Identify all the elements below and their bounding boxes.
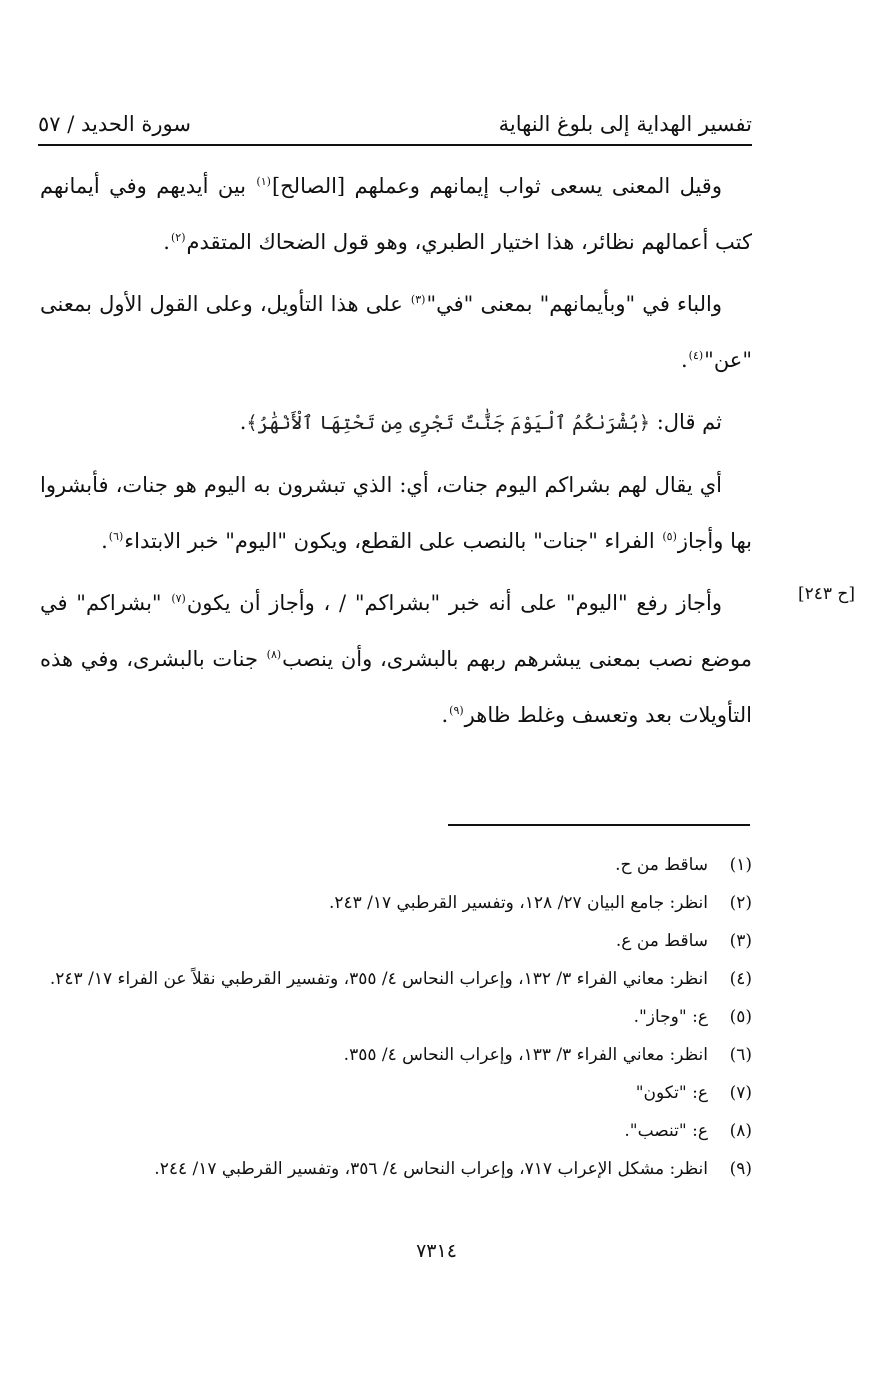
footnote-number: (١) bbox=[729, 855, 752, 875]
footnote-number: (٣) bbox=[729, 931, 752, 951]
footnote-number: (٨) bbox=[729, 1121, 752, 1141]
text-segment: وقيل المعنى يسعى ثواب إيمانهم وعملهم [الصالح] bbox=[271, 174, 722, 198]
footnote-text: ساقط من ح. bbox=[615, 855, 708, 875]
footnote-ref[interactable]: (٥) bbox=[662, 530, 677, 543]
text-segment: . bbox=[101, 529, 108, 553]
footnote-item bbox=[40, 998, 752, 1036]
text-segment: . bbox=[441, 703, 449, 727]
manuscript-folio-note: [ح ٢٤٣] bbox=[797, 584, 855, 604]
footnote-text: ع: "تنصب". bbox=[624, 1121, 708, 1141]
paragraph-4 bbox=[40, 457, 752, 569]
paragraph-5 bbox=[40, 575, 752, 743]
footnote-item bbox=[40, 884, 752, 922]
footnote-item bbox=[40, 1074, 752, 1112]
text-segment: جنات بالبشرى، وفي هذه التأويلات بعد وتعسف وغلط ظاهر bbox=[40, 647, 752, 727]
footnote-item bbox=[40, 922, 752, 960]
text-segment: الفراء "جنات" بالنصب على القطع، ويكون "اليوم" خبر الابتداء bbox=[124, 529, 662, 553]
footnote-item bbox=[40, 846, 752, 884]
footnote-ref[interactable]: (٤) bbox=[688, 349, 704, 362]
text-segment: "بشراكم" في موضع نصب بمعنى يبشرهم ربهم بالبشرى، وأن ينصب bbox=[40, 591, 752, 671]
footnote-ref[interactable]: (٦) bbox=[108, 530, 124, 543]
footnote-number: (٥) bbox=[729, 1007, 752, 1027]
footnote-text: انظر: معاني الفراء ٣/ ١٣٢، وإعراب النحاس ٤/ ٣٥٥، وتفسير القرطبي نقلاً عن الفراء ١٧/ ٢٤٣. bbox=[49, 969, 708, 989]
paragraph-3 bbox=[40, 394, 752, 451]
header-divider bbox=[38, 144, 752, 146]
footnote-divider bbox=[448, 824, 750, 826]
footnote-text: ع: "وجاز". bbox=[633, 1007, 708, 1027]
text-segment: على هذا التأويل، وعلى القول الأول بمعنى "عن" bbox=[40, 292, 752, 372]
footnote-text: انظر: معاني الفراء ٣/ ١٣٣، وإعراب النحاس ٤/ ٣٥٥. bbox=[343, 1045, 708, 1065]
footnote-text: ع: "تكون" bbox=[635, 1083, 708, 1103]
text-segment: أي يقال لهم بشراكم اليوم جنات، أي: الذي تبشرون به اليوم هو جنات، فأبشروا بها وأجاز bbox=[40, 473, 752, 553]
footnotes bbox=[40, 846, 752, 1188]
footnote-item bbox=[40, 1112, 752, 1150]
footnote-text: انظر: مشكل الإعراب ٧١٧، وإعراب النحاس ٤/ ٣٥٦، وتفسير القرطبي ١٧/ ٢٤٤. bbox=[154, 1159, 708, 1179]
footnote-number: (٦) bbox=[729, 1045, 752, 1065]
footnote-ref[interactable]: (٩) bbox=[449, 704, 464, 717]
text-segment: بين أيديهم وفي أيمانهم كتب أعمالهم نظائر، هذا اختيار الطبري، وهو قول الضحاك المتقدم bbox=[40, 174, 752, 254]
footnote-number: (٧) bbox=[729, 1083, 752, 1103]
paragraph-2 bbox=[40, 276, 752, 388]
footnote-ref[interactable]: (٢) bbox=[170, 231, 186, 244]
surah-label: سورة الحديد / ٥٧ bbox=[38, 112, 191, 136]
footnote-text: ساقط من ع. bbox=[615, 931, 708, 951]
running-header bbox=[38, 100, 752, 136]
text-segment: ثم قال: bbox=[650, 410, 722, 434]
text-segment: . bbox=[239, 410, 247, 434]
book-title: تفسير الهداية إلى بلوغ النهاية bbox=[498, 112, 752, 136]
footnote-text: انظر: جامع البيان ٢٧/ ١٢٨، وتفسير القرطبي ١٧/ ٢٤٣. bbox=[328, 893, 708, 913]
footnote-number: (٩) bbox=[729, 1159, 752, 1179]
footnote-ref[interactable]: (٧) bbox=[171, 592, 186, 605]
footnote-item bbox=[40, 1150, 752, 1188]
text-segment: وأجاز رفع "اليوم" على أنه خبر "بشراكم" / ، وأجاز أن يكون bbox=[186, 591, 722, 615]
footnote-number: (٤) bbox=[729, 969, 752, 989]
quran-verse: ﴿بُشْرَىٰكُمُ ٱلْيَوْمَ جَنَّٰتٌ تَجْرِى مِن تَحْتِهَا ٱلْأَنْهَٰرُ﴾ bbox=[246, 412, 651, 434]
footnote-item bbox=[40, 960, 752, 998]
text-segment: والباء في "وبأيمانهم" بمعنى "في" bbox=[426, 292, 722, 316]
main-text bbox=[40, 158, 752, 749]
footnote-number: (٢) bbox=[729, 893, 752, 913]
footnote-item bbox=[40, 1036, 752, 1074]
footnote-ref[interactable]: (٣) bbox=[410, 293, 426, 306]
footnote-ref[interactable]: (٨) bbox=[266, 648, 282, 661]
text-segment: . bbox=[163, 230, 170, 254]
footnote-ref[interactable]: (١) bbox=[256, 175, 271, 188]
paragraph-1 bbox=[40, 158, 752, 270]
page-number: ٧٣١٤ bbox=[416, 1240, 457, 1262]
text-segment: . bbox=[680, 348, 688, 372]
